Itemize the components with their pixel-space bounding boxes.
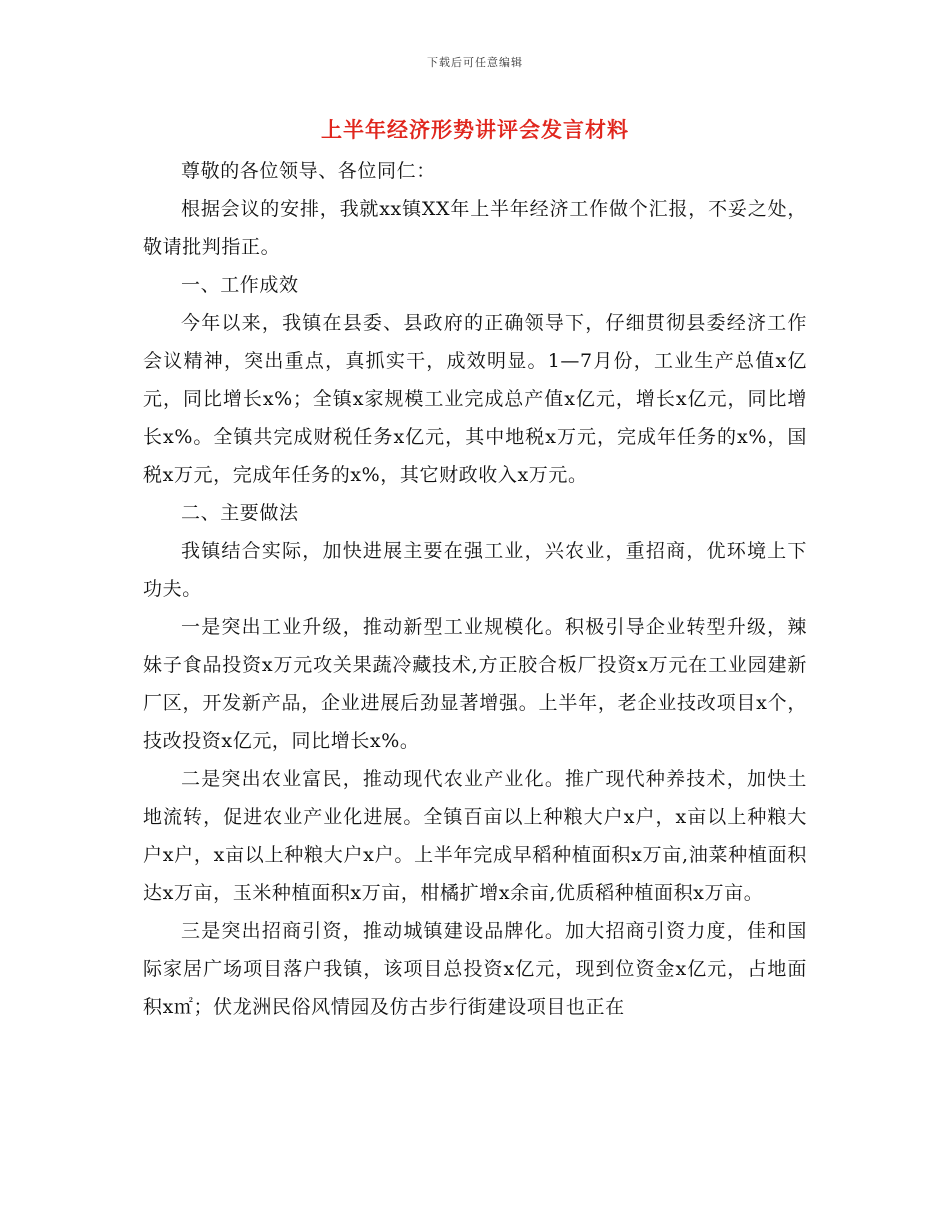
header-note: 下载后可任意编辑 bbox=[427, 56, 523, 69]
section-heading-results: 一、工作成效 bbox=[181, 274, 299, 296]
paragraph-agriculture: 二是突出农业富民，推动现代农业产业化。推广现代种养技术，加快土地流转，促进农业产业化进展。全镇百亩以上种粮大户x户，x亩以上种粮大户x户，x亩以上种粮大户x户。上半年完成早稻种植面积x万亩,油菜种植面积达x万亩，玉米种植面积x万亩，柑橘扩增x余亩,优质稻种植面积x万亩。 bbox=[143, 768, 807, 904]
paragraph-salutation: 尊敬的各位领导、各位同仁： bbox=[181, 160, 436, 182]
document-title: 上半年经济形势讲评会发言材料 bbox=[321, 117, 629, 142]
paragraph-results: 今年以来，我镇在县委、县政府的正确领导下，仔细贯彻县委经济工作会议精神，突出重点，真抓实干，成效明显。1—7月份，工业生产总值x亿元，同比增长x%；全镇x家规模工业完成总产值x亿元，增长x亿元，同比增长x%。全镇共完成财税任务x亿元，其中地税x万元，完成年任务的x%，国税x万元，完成年任务的x%，其它财政收入x万元。 bbox=[143, 312, 807, 486]
paragraph-industry: 一是突出工业升级，推动新型工业规模化。积极引导企业转型升级，辣妹子食品投资x万元攻关果蔬冷藏技术,方正胶合板厂投资x万元在工业园建新厂区，开发新产品，企业进展后劲显著增强。上半年，老企业技改项目x个，技改投资x亿元，同比增长x%。 bbox=[143, 616, 807, 752]
section-heading-measures: 二、主要做法 bbox=[181, 502, 299, 524]
paragraph-investment: 三是突出招商引资，推动城镇建设品牌化。加大招商引资力度，佳和国际家居广场项目落户我镇，该项目总投资x亿元，现到位资金x亿元，占地面积x㎡；伏龙洲民俗风情园及仿古步行街建设项目也正在 bbox=[143, 920, 807, 1018]
paragraph-intro: 根据会议的安排，我就xx镇XX年上半年经济工作做个汇报，不妥之处，敬请批判指正。 bbox=[143, 198, 807, 258]
paragraph-measures-summary: 我镇结合实际，加快进展主要在强工业，兴农业，重招商，优环境上下功夫。 bbox=[143, 540, 807, 600]
document-body bbox=[143, 152, 807, 1026]
